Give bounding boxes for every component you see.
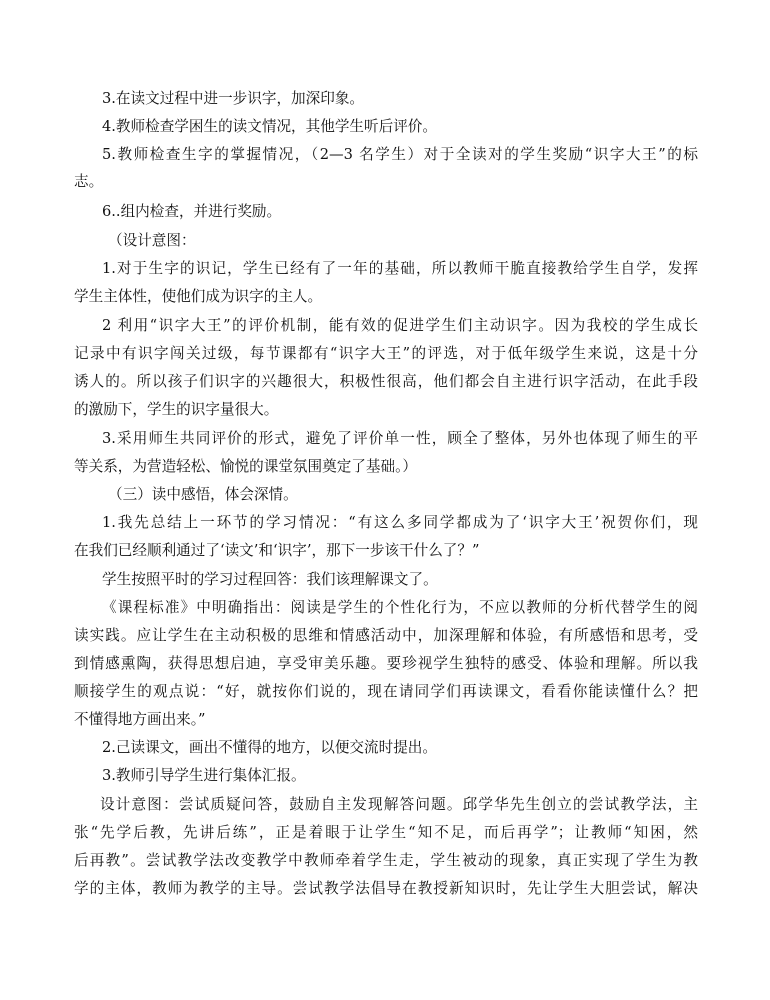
paragraph-text-line: 后再教”。尝试教学法改变教学中教师牵着学生走，学生被动的现象，真正实现了学生为教 [74, 852, 698, 869]
paragraph-text-line: 学生主体性，使他们成为识字的主人。 [74, 288, 323, 305]
paragraph-text-line: 读实践。应让学生在主动积极的思维和情感活动中，加深理解和体验，有所感悟和思考，受 [74, 627, 698, 644]
paragraph-text-line: 到情感熏陶，获得思想启迪，享受审美乐趣。要珍视学生独特的感受、体验和理解。所以我 [74, 655, 698, 672]
paragraph-text-line: 志。 [74, 173, 104, 190]
paragraph-text-line: 学的主体，教师为教学的主导。尝试教学法倡导在教授新知识时，先让学生大胆尝试，解决 [74, 880, 698, 897]
paragraph-text-line: 3.在读文过程中进一步识字，加深印象。 [102, 90, 365, 107]
paragraph-text-line: 等关系，为营造轻松、愉悦的课堂氛围奠定了基础。） [74, 458, 417, 475]
paragraph-text-line: 张“先学后教，先讲后练”，正是着眼于让学生“知不足，而后再学”；让教师“知困，然 [74, 824, 698, 841]
paragraph-text-line: 4.教师检查学困生的读文情况，其他学生听后评价。 [102, 118, 437, 135]
design-intent-heading: （设计意图： [108, 232, 196, 249]
paragraph-text-line: 《课程标准》中明确指出：阅读是学生的个性化行为，不应以教师的分析代替学生的阅 [102, 599, 698, 616]
paragraph-text-line: 在我们已经顺利通过了‘读文’和‘识字’，那下一步该干什么了？” [74, 542, 480, 559]
paragraph-text-line: 诱人的。所以孩子们识字的兴趣很大，积极性很高，他们都会自主进行识字活动，在此手段 [74, 373, 698, 390]
paragraph-text-line: 1.我先总结上一环节的学习情况：“有这么多同学都成为了‘识字大王’祝贺你们，现 [102, 514, 698, 531]
paragraph-text-line: 6..组内检查，并进行奖励。 [102, 203, 282, 220]
paragraph-text-line: 记录中有识字闯关过级，每节课都有“识字大王”的评选，对于低年级学生来说，这是十分 [74, 345, 698, 362]
paragraph-text-line: 2.己读课文，画出不懂得的地方，以便交流时提出。 [102, 739, 437, 756]
paragraph-text-line: 5.教师检查生字的掌握情况，（2—3 名学生）对于全读对的学生奖励“识字大王”的标 [102, 146, 698, 163]
paragraph-text-line: 学生按照平时的学习过程回答：我们该理解课文了。 [102, 571, 438, 588]
paragraph-text-line: 顺接学生的观点说：“好，就按你们说的，现在请同学们再读课文，看看你能读懂什么？把 [74, 683, 698, 700]
paragraph-text-line: 2 利用“识字大王”的评价机制，能有效的促进学生们主动识字。因为我校的学生成长 [102, 317, 698, 334]
paragraph-text-line: 1.对于生字的识记，学生已经有了一年的基础，所以教师干脆直接教给学生自学，发挥 [102, 260, 698, 277]
section-heading: （三）读中感悟，体会深情。 [108, 486, 298, 503]
paragraph-text-line: 3.教师引导学生进行集体汇报。 [102, 767, 306, 784]
paragraph-text-line: 3.采用师生共同评价的形式，避免了评价单一性，顾全了整体，另外也体现了师生的平 [102, 430, 698, 447]
paragraph-text-line: 设计意图：尝试质疑问答，鼓励自主发现解答问题。邱学华先生创立的尝试教学法，主 [100, 796, 698, 813]
paragraph-text-line: 不懂得地方画出来。” [74, 711, 206, 728]
paragraph-text-line: 的激励下，学生的识字量很大。 [74, 401, 279, 418]
